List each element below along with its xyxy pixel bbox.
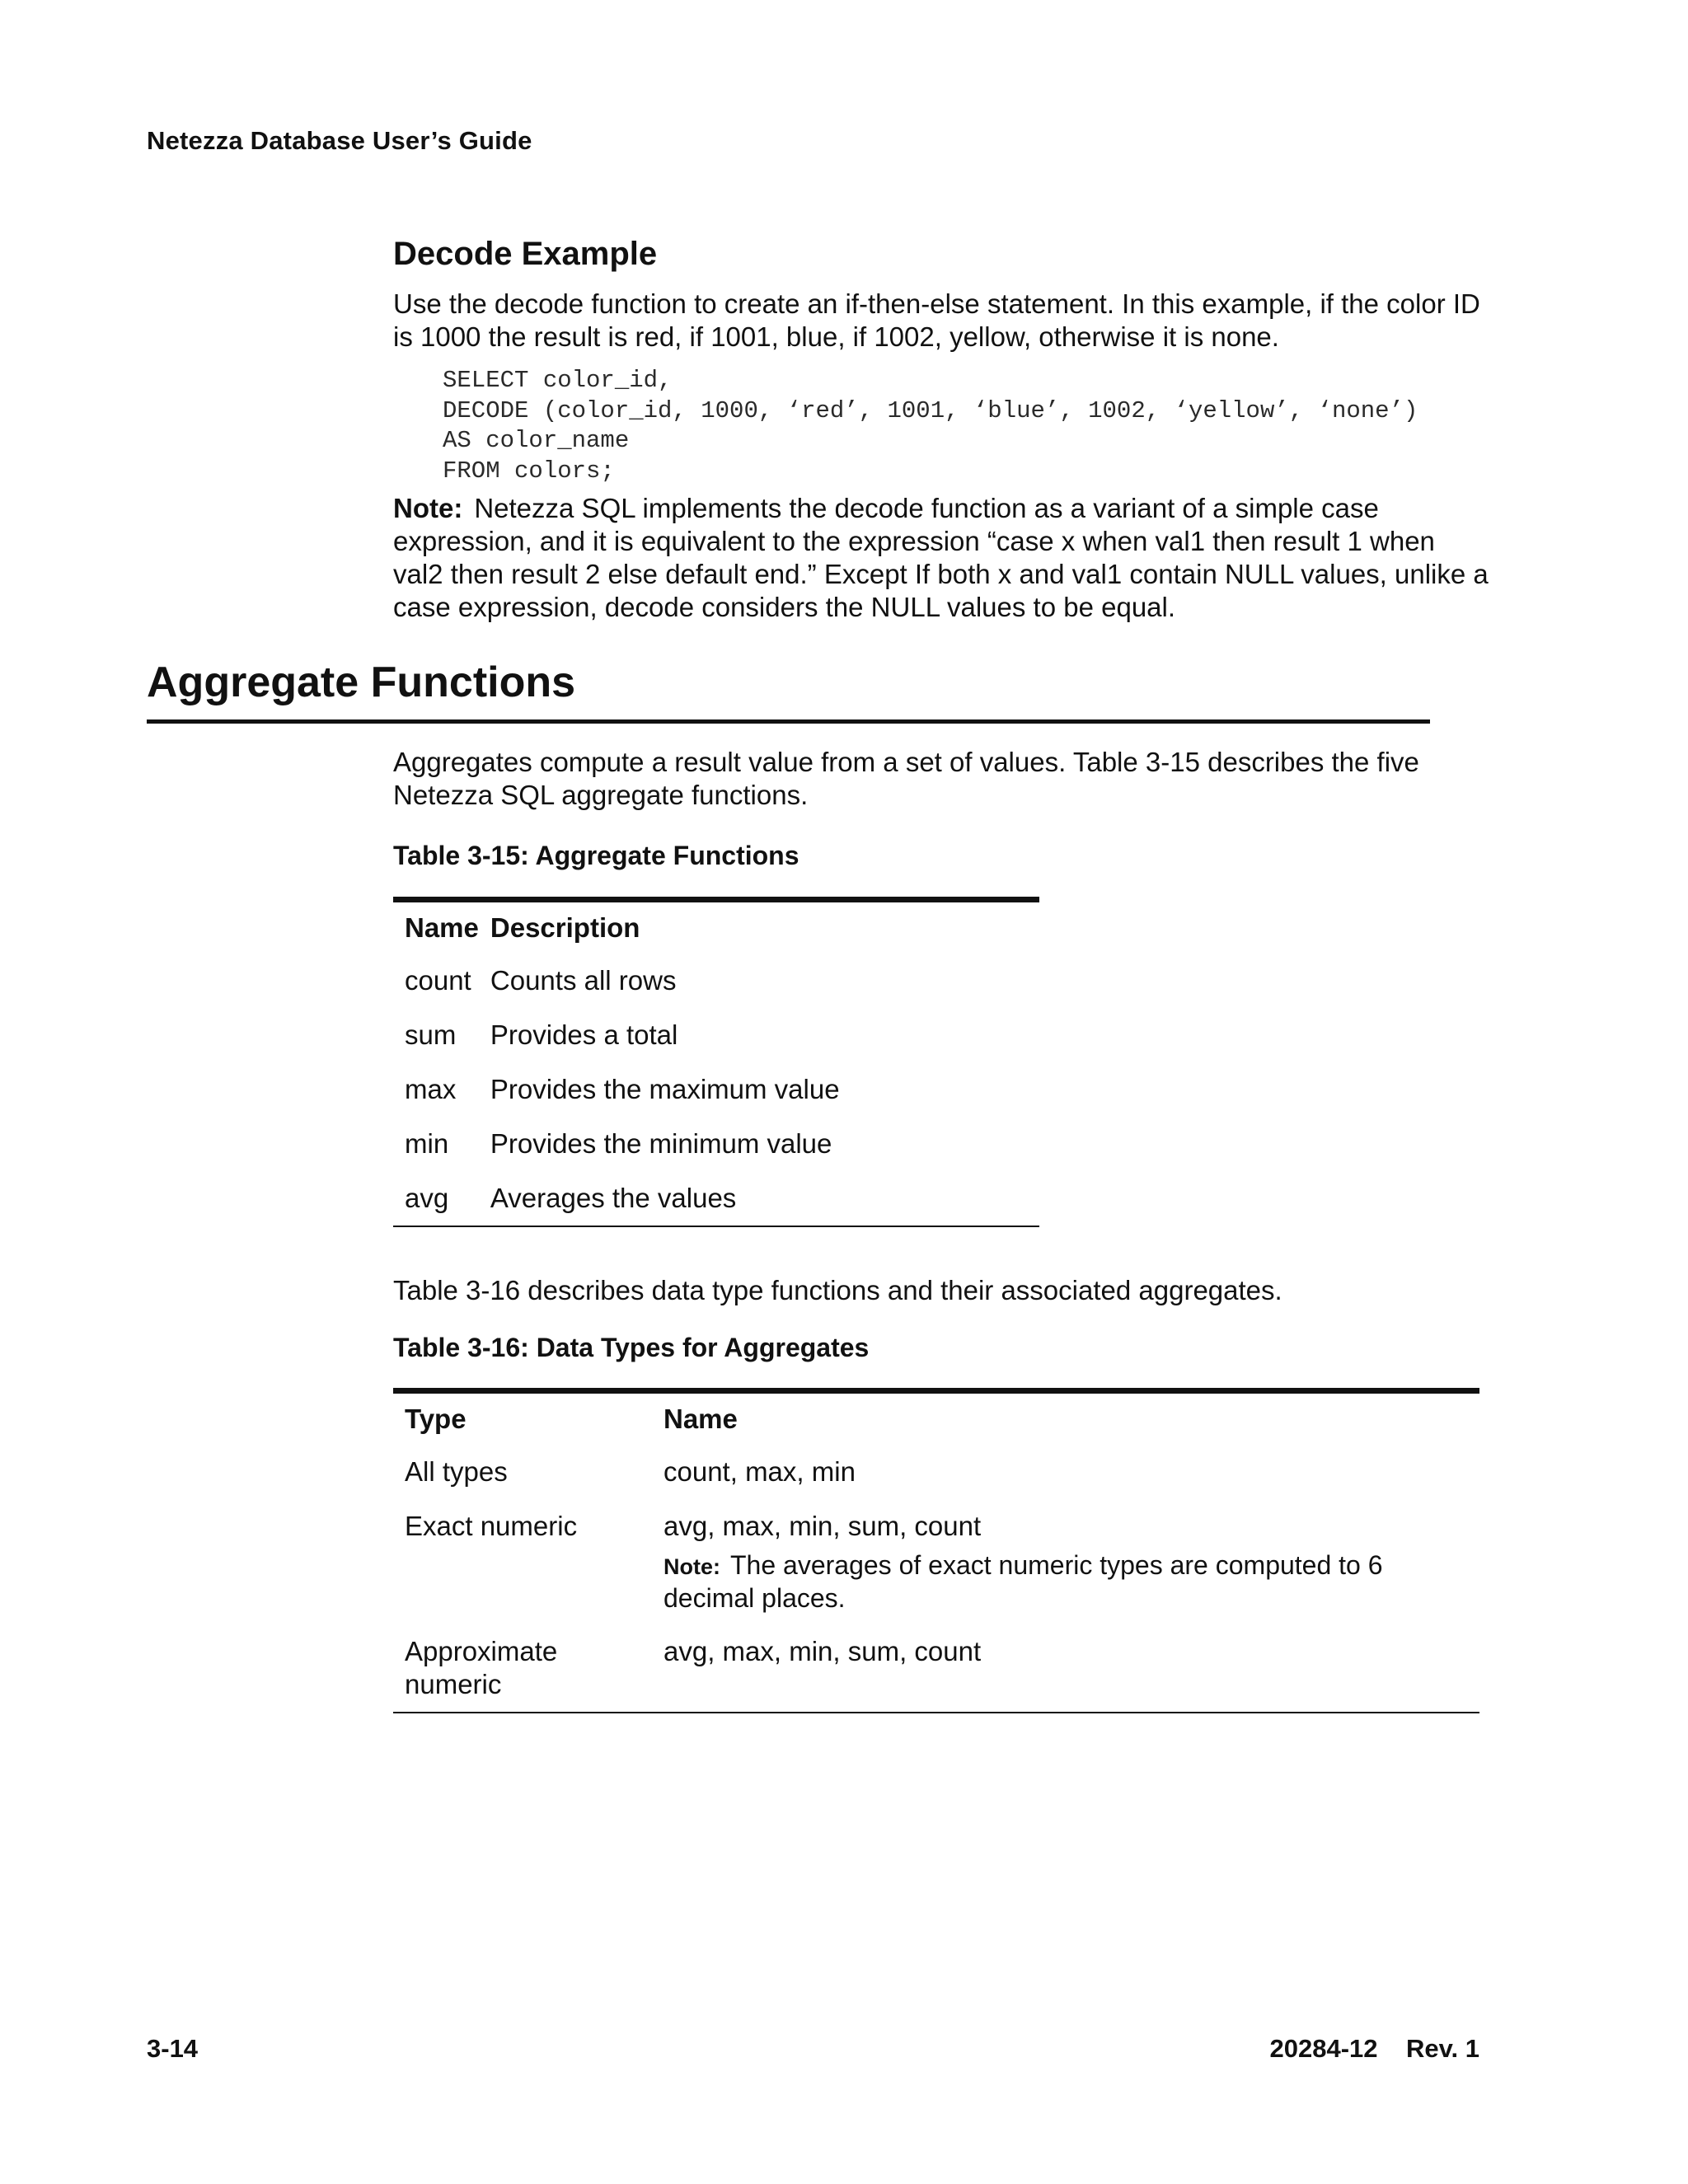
cell-function-name: max	[405, 1074, 457, 1104]
column-header-description: Description	[490, 912, 640, 943]
code-line: DECODE (color_id, 1000, ‘red’, 1001, ‘blue’, 1002, ‘yellow’, ‘none’)	[443, 396, 1418, 424]
heading-rule	[147, 719, 1430, 724]
note-label: Note:	[663, 1554, 720, 1579]
cell-note	[663, 1549, 1468, 1614]
table-row	[393, 1499, 1479, 1624]
column-header-name: Name	[663, 1404, 738, 1434]
code-line: AS color_name	[443, 427, 630, 454]
table-row	[393, 1445, 1479, 1499]
note-text: Netezza SQL implements the decode function as a variant of a simple case expression, and it is equivalent to the expression “case x when val1 then result 1 when val2 then result 2 else default end.” Except If both x and val1 contain NULL values, unlike a case expression, decode considers the NULL values to be equal.	[393, 493, 1489, 622]
document-id: 20284-12 Rev. 1	[1269, 2034, 1479, 2063]
cell-function-name: count	[405, 965, 471, 996]
cell-description: Provides a total	[490, 1019, 678, 1050]
cell-type: Approximate numeric	[405, 1636, 558, 1699]
cell-type: All types	[405, 1456, 508, 1487]
sql-code-block	[443, 366, 1418, 486]
aggregate-functions-table	[393, 897, 1039, 1227]
cell-description: Provides the minimum value	[490, 1128, 832, 1159]
cell-aggregates: avg, max, min, sum, count	[663, 1636, 982, 1666]
table-row	[393, 1624, 1479, 1713]
column-header-type: Type	[405, 1404, 467, 1434]
table-row	[393, 1062, 1039, 1117]
cell-aggregates: count, max, min	[663, 1456, 856, 1487]
table-header-row	[393, 1391, 1479, 1446]
note-text: The averages of exact numeric types are computed to 6 decimal places.	[663, 1550, 1383, 1613]
cell-function-name: min	[405, 1128, 449, 1159]
note-label: Note:	[393, 493, 463, 523]
table-row	[393, 1117, 1039, 1171]
cell-aggregates-with-note	[652, 1499, 1479, 1624]
aggregate-intro-paragraph: Aggregates compute a result value from a set of values. Table 3-15 describes the five Netezza SQL aggregate functions.	[393, 747, 1419, 810]
code-line: FROM colors;	[443, 457, 615, 485]
decode-note	[393, 492, 1489, 624]
cell-function-name: avg	[405, 1183, 449, 1213]
cell-description: Averages the values	[490, 1183, 737, 1213]
aggregate-functions-heading: Aggregate Functions	[147, 658, 576, 706]
table-3-16-intro: Table 3-16 describes data type functions and their associated aggregates.	[393, 1275, 1282, 1305]
running-header: Netezza Database User’s Guide	[147, 126, 532, 155]
column-header-name: Name	[405, 912, 479, 943]
page-number: 3-14	[147, 2034, 199, 2063]
cell-type: Exact numeric	[405, 1511, 578, 1541]
table-row	[393, 954, 1039, 1008]
table-3-15-caption: Table 3-15: Aggregate Functions	[393, 841, 799, 870]
cell-aggregates: avg, max, min, sum, count	[663, 1511, 982, 1541]
decode-intro-paragraph: Use the decode function to create an if-then-else statement. In this example, if the color ID is 1000 the result is red, if 1001, blue, if 1002, yellow, otherwise it is none.	[393, 288, 1480, 352]
table-row	[393, 1008, 1039, 1062]
cell-description: Provides the maximum value	[490, 1074, 840, 1104]
table-header-row	[393, 900, 1039, 954]
table-3-16-caption: Table 3-16: Data Types for Aggregates	[393, 1333, 870, 1362]
data-types-table	[393, 1388, 1479, 1713]
cell-description: Counts all rows	[490, 965, 677, 996]
table-row	[393, 1171, 1039, 1226]
code-line: SELECT color_id,	[443, 367, 673, 394]
decode-example-heading: Decode Example	[393, 236, 658, 272]
cell-function-name: sum	[405, 1019, 457, 1050]
